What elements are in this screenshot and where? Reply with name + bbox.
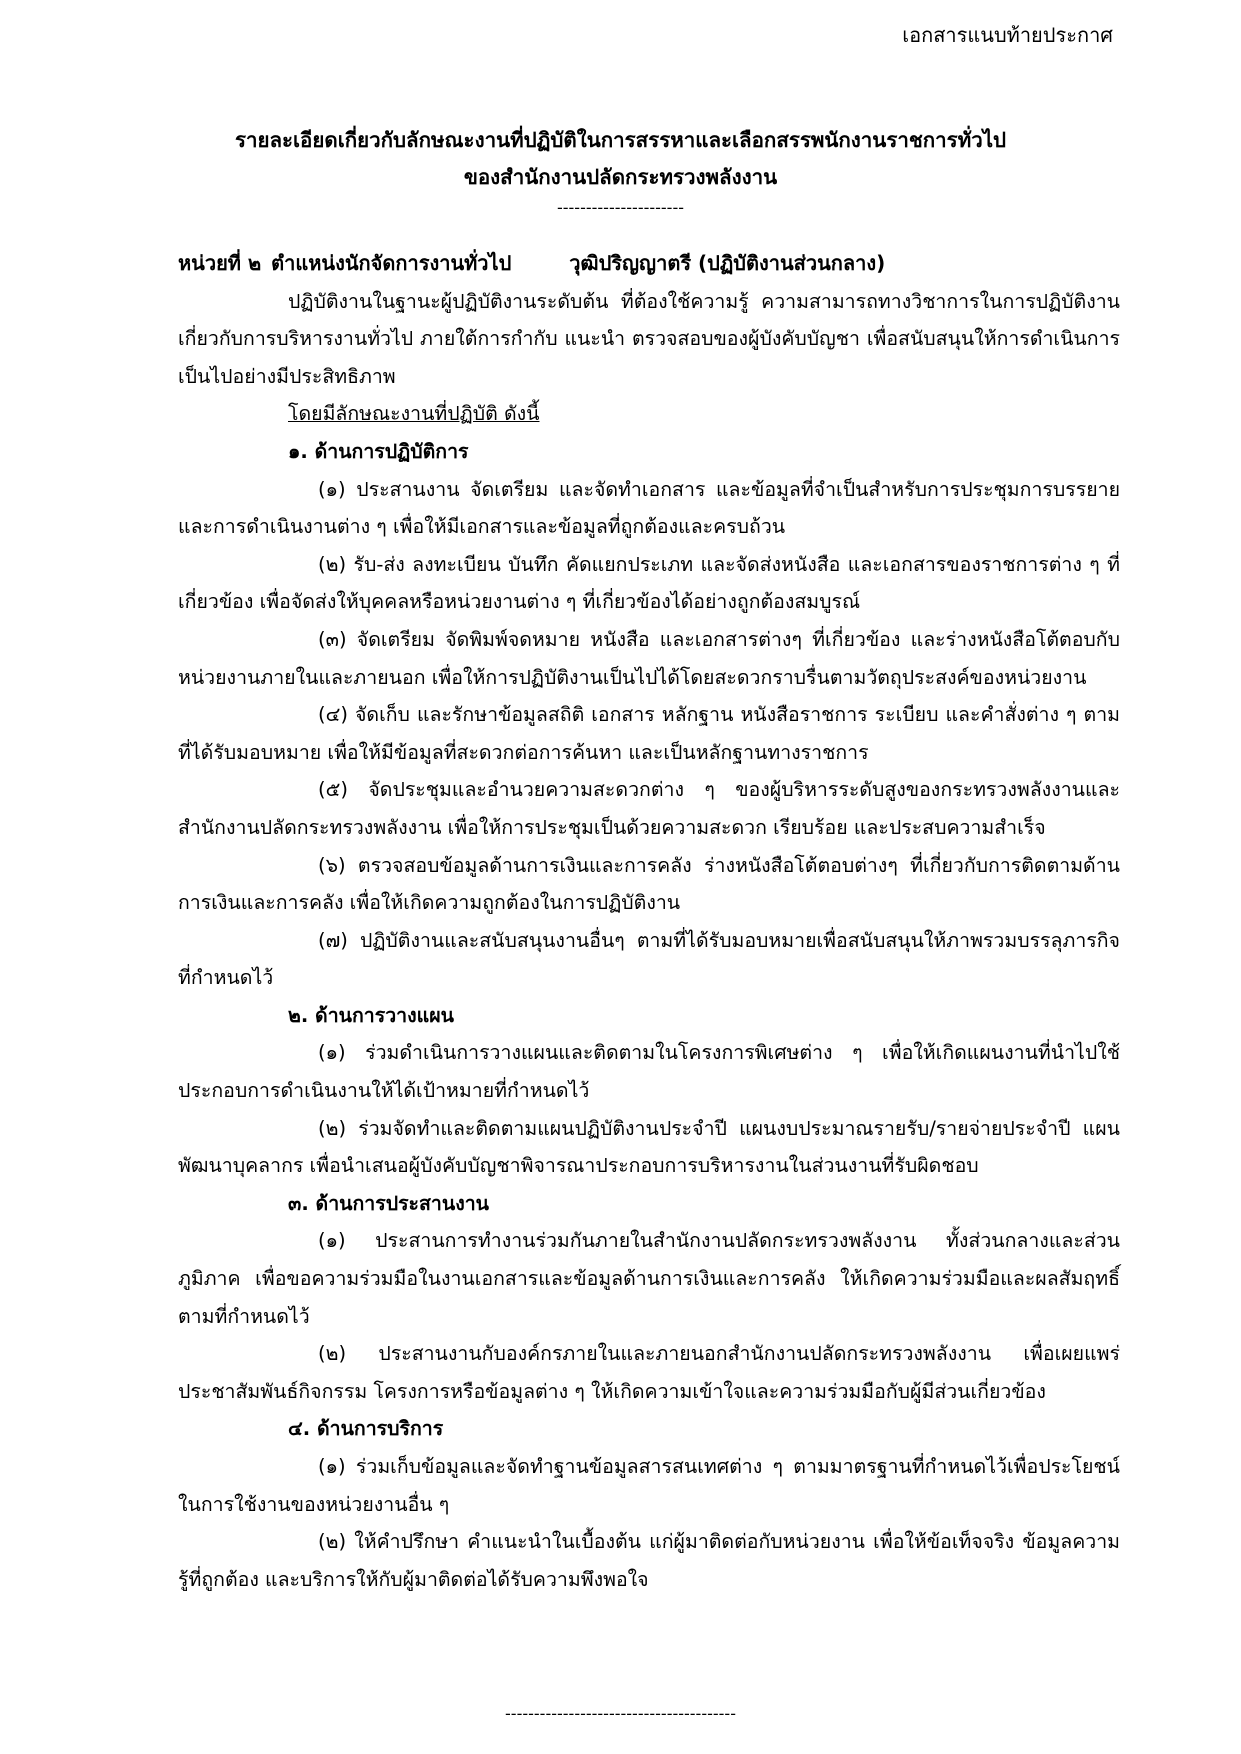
- intro-paragraph: ปฏิบัติงานในฐานะผู้ปฏิบัติงานระดับต้น ที่ต้องใช้ความรู้ ความสามารถทางวิชาการในการปฏิบัติงานเกี่ยวกับการบริหารงานทั่วไป ภายใต้การกำกับ แนะนำ ตรวจสอบของผู้บังคับบัญชา เพื่อสนับสนุนให้การดำเนินการเป็นไปอย่างมีประสิทธิภาพ: [178, 289, 1120, 388]
- duty-item: (๒) รับ-ส่ง ลงทะเบียน บันทึก คัดแยกประเภท และจัดส่งหนังสือ และเอกสารของราชการต่าง ๆ ที่เกี่ยวข้อง เพื่อจัดส่งให้บุคคลหรือหน่วยงานต่าง ๆ ที่เกี่ยวข้องได้อย่างถูกต้องสมบูรณ์: [178, 552, 1120, 614]
- section-heading: ๔. ด้านการบริการ: [288, 1417, 444, 1441]
- duty-item: (๒) ให้คำปรึกษา คำแนะนำในเบื้องต้น แก่ผู้มาติดต่อกับหน่วยงาน เพื่อให้ข้อเท็จจริง ข้อมูลความรู้ที่ถูกต้อง และบริการให้กับผู้มาติดต่อได้รับความพึงพอใจ: [178, 1530, 1120, 1591]
- title-line-1: รายละเอียดเกี่ยวกับลักษณะงานที่ปฏิบัติในการสรรหาและเลือกสรรพนักงานราชการทั่วไป: [234, 128, 1007, 152]
- duty-item: (๒) ประสานงานกับองค์กรภายในและภายนอกสำนักงานปลัดกระทรวงพลังงาน เพื่อเผยแพร่ประชาสัมพันธ์กิจกรรม โครงการหรือข้อมูลต่าง ๆ ให้เกิดความเข้าใจและความร่วมมือกับผู้มีส่วนเกี่ยวข้อง: [178, 1342, 1120, 1403]
- document-title: [150, 122, 1091, 196]
- end-separator: ----------------------------------------: [505, 1704, 736, 1723]
- duty-item: (๒) ร่วมจัดทำและติดตามแผนปฏิบัติงานประจำปี แผนงบประมาณรายรับ/รายจ่ายประจำปี แผนพัฒนาบุคลากร เพื่อนำเสนอผู้บังคับบัญชาพิจารณาประกอบการบริหารงานในส่วนงานที่รับผิดชอบ: [178, 1116, 1120, 1178]
- duties-lead-text: โดยมีลักษณะงานที่ปฏิบัติ ดังนี้: [288, 402, 540, 426]
- duty-item: (๓) จัดเตรียม จัดพิมพ์จดหมาย หนังสือ และเอกสารต่างๆ ที่เกี่ยวข้อง และร่างหนังสือโต้ตอบกับหน่วยงานภายในและภายนอก เพื่อให้การปฏิบัติงานเป็นไปได้โดยสะดวกราบรื่นตามวัตถุประสงค์ของหน่วยงาน: [178, 627, 1120, 689]
- section-service: [178, 1410, 1120, 1598]
- duty-item: (๑) ประสานการทำงานร่วมกันภายในสำนักงานปลัดกระทรวงพลังงาน ทั้งส่วนกลางและส่วนภูมิภาค เพื่อขอความร่วมมือในงานเอกสารและข้อมูลด้านการเงินและการคลัง ให้เกิดความร่วมมือและผลสัมฤทธิ์ตามที่กำหนดไว้: [178, 1229, 1120, 1328]
- duty-item: (๔) จัดเก็บ และรักษาข้อมูลสถิติ เอกสาร หลักฐาน หนังสือราชการ ระเบียบ และคำสั่งต่าง ๆ ตามที่ได้รับมอบหมาย เพื่อให้มีข้อมูลที่สะดวกต่อการค้นหา และเป็นหลักฐานทางราชการ: [178, 703, 1120, 764]
- section-coordination: [178, 1185, 1120, 1411]
- title-line-2: ของสำนักงานปลัดกระทรวงพลังงาน: [463, 165, 778, 189]
- unit-position: ตำแหน่งนักจัดการงานทั่วไป: [271, 251, 512, 275]
- section-heading: ๑. ด้านการปฏิบัติการ: [288, 439, 469, 463]
- unit-qualification: วุฒิปริญญาตรี (ปฏิบัติงานส่วนกลาง): [569, 251, 886, 275]
- duties-lead: [178, 395, 1120, 433]
- duty-item: (๖) ตรวจสอบข้อมูลด้านการเงินและการคลัง ร่างหนังสือโต้ตอบต่างๆ ที่เกี่ยวกับการติดตามด้านการเงินและการคลัง เพื่อให้เกิดความถูกต้องในการปฏิบัติงาน: [178, 853, 1120, 915]
- section-heading: ๓. ด้านการประสานงาน: [288, 1191, 490, 1215]
- section-operations: [178, 433, 1120, 997]
- unit-heading: [178, 245, 1120, 283]
- title-separator: ----------------------: [556, 198, 684, 217]
- unit-label: หน่วยที่ ๒: [178, 251, 262, 275]
- attachment-note: เอกสารแนบท้ายประกาศ: [902, 23, 1113, 47]
- document-body: [178, 245, 1120, 1598]
- duty-item: (๑) ร่วมเก็บข้อมูลและจัดทำฐานข้อมูลสารสนเทศต่าง ๆ ตามมาตรฐานที่กำหนดไว้เพื่อประโยชน์ในการใช้งานของหน่วยงานอื่น ๆ: [178, 1455, 1120, 1516]
- section-planning: [178, 997, 1120, 1185]
- duty-item: (๕) จัดประชุมและอำนวยความสะดวกต่าง ๆ ของผู้บริหารระดับสูงของกระทรวงพลังงานและสำนักงานปลัดกระทรวงพลังงาน เพื่อให้การประชุมเป็นด้วยความสะดวก เรียบร้อย และประสบความสำเร็จ: [178, 778, 1120, 839]
- section-heading: ๒. ด้านการวางแผน: [288, 1003, 454, 1027]
- duty-item: (๑) ร่วมดำเนินการวางแผนและติดตามในโครงการพิเศษต่าง ๆ เพื่อให้เกิดแผนงานที่นำไปใช้ประกอบการดำเนินงานให้ได้เป้าหมายที่กำหนดไว้: [178, 1041, 1120, 1103]
- duty-item: (๑) ประสานงาน จัดเตรียม และจัดทำเอกสาร และข้อมูลที่จำเป็นสำหรับการประชุมการบรรยายและการดำเนินงานต่าง ๆ เพื่อให้มีเอกสารและข้อมูลที่ถูกต้องและครบถ้วน: [178, 477, 1120, 539]
- duty-item: (๗) ปฏิบัติงานและสนับสนุนงานอื่นๆ ตามที่ได้รับมอบหมายเพื่อสนับสนุนให้ภาพรวมบรรลุภารกิจที่กำหนดไว้: [178, 928, 1120, 990]
